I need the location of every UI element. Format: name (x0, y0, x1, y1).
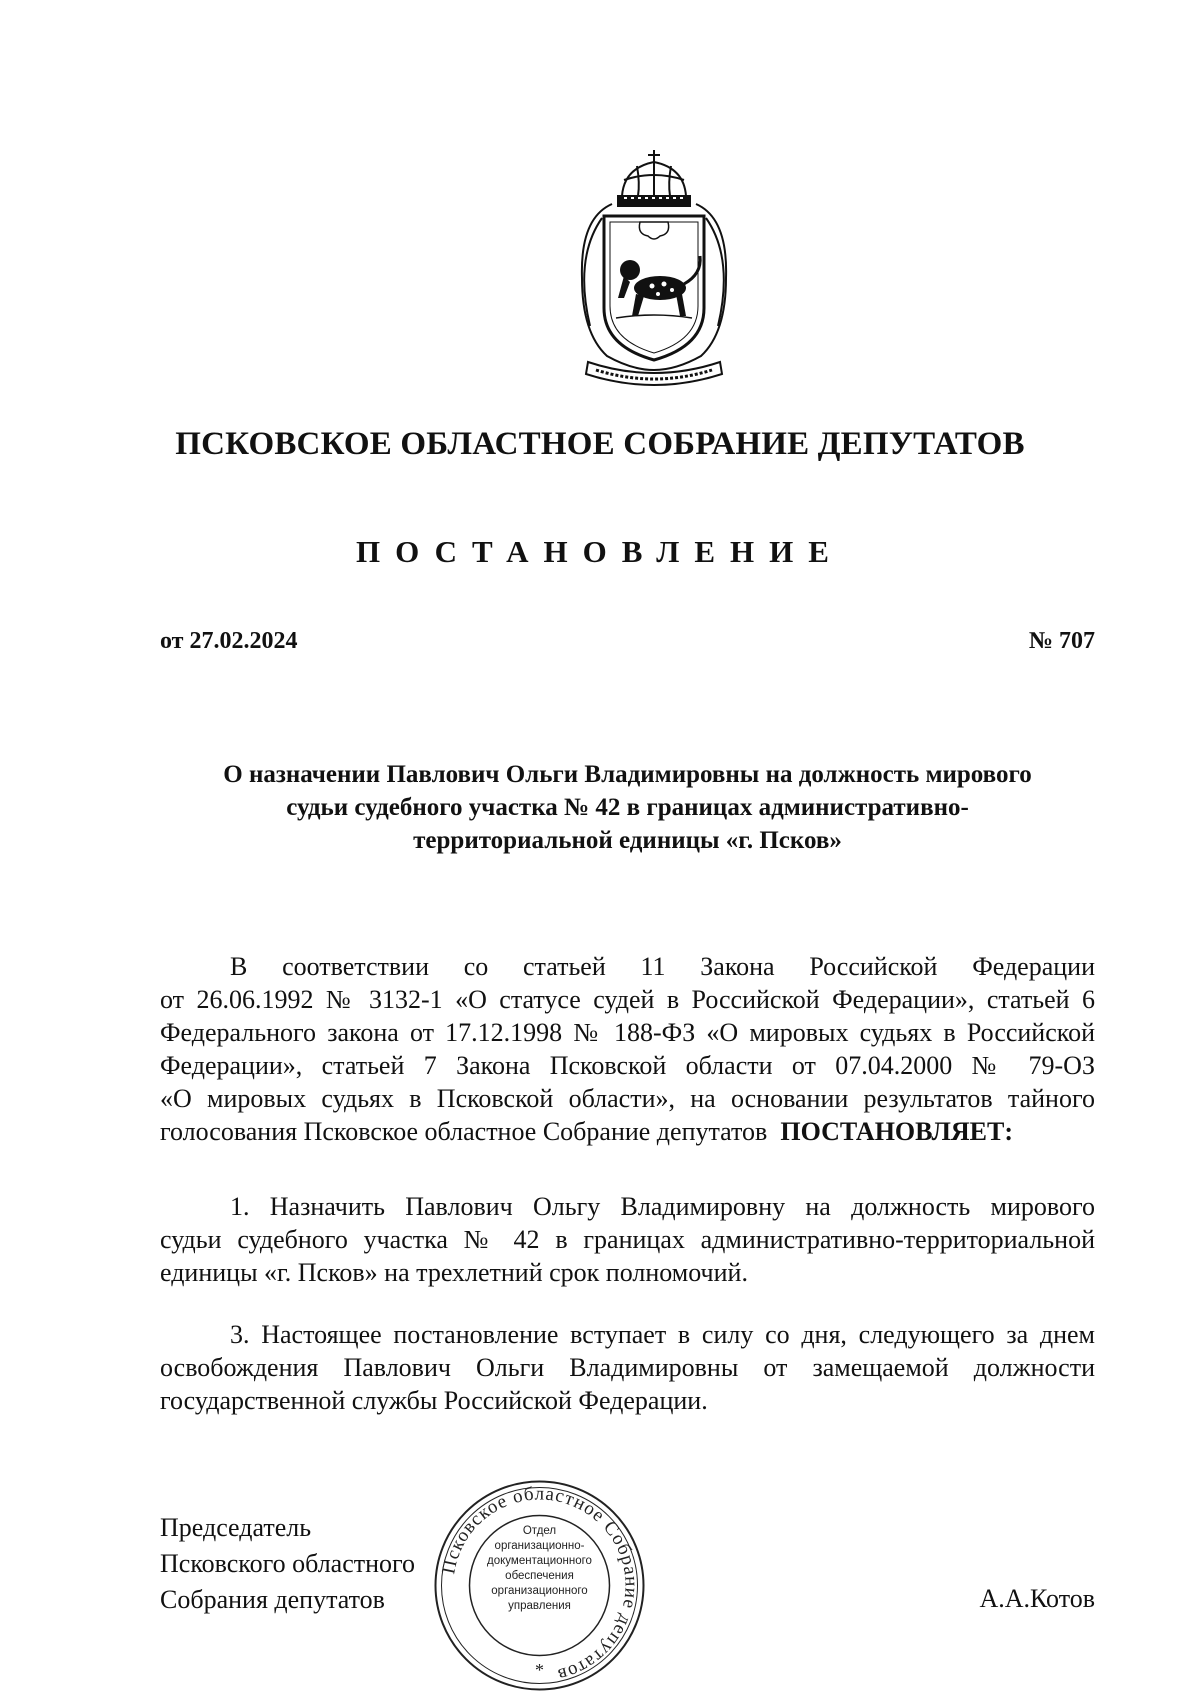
item-1-line: 1. Назначить Павлович Ольгу Владимировну на должность мирового (230, 1192, 1095, 1221)
signatory-title-line: Собрания депутатов (160, 1585, 385, 1614)
stamp-line: управления (508, 1600, 571, 1612)
preamble-line: от 26.06.1992 № 3132-1 «О статусе судей в Российской Федерации», статьей 6 (160, 985, 1095, 1014)
subject-line: судьи судебного участка № 42 в границах административно- (286, 794, 969, 821)
stamp-ring-text: Псковское областное Собрание депутатов (438, 1483, 642, 1686)
document-date: от 27.02.2024 (160, 628, 298, 654)
stamp-line: документационного (487, 1555, 592, 1567)
document-subject (160, 758, 1095, 857)
preamble-line: голосования Псковское областное Собрание депутатов (160, 1117, 768, 1146)
stamp-star: * (535, 1660, 544, 1680)
crown-icon (618, 150, 690, 206)
stamp-line: организационно- (494, 1540, 585, 1552)
item-1-line: единицы «г. Псков» на трехлетний срок полномочий. (160, 1258, 748, 1287)
item-1-line: судьи судебного участка № 42 в границах административно-территориальной (160, 1225, 1095, 1254)
preamble-line: В соответствии со статьей 11 Закона Российской Федерации (230, 952, 1095, 981)
item-3-line: государственной службы Российской Федерации. (160, 1386, 708, 1415)
preamble-line: Федерации», статьей 7 Закона Псковской области от 07.04.2000 № 79-ОЗ (160, 1051, 1095, 1080)
subject-line: О назначении Павлович Ольги Владимировны на должность мирового (223, 761, 1032, 788)
stamp-line: обеспечения (505, 1570, 574, 1582)
signatory-title-line: Председатель (160, 1513, 312, 1542)
item-3-paragraph (160, 1318, 1095, 1417)
item-3-line: 3. Настоящее постановление вступает в силу со дня, следующего за днем (230, 1320, 1095, 1349)
preamble-line: Федерального закона от 17.12.1998 № 188-ФЗ «О мировых судьях в Российской (160, 1018, 1095, 1047)
signatory-title (160, 1510, 415, 1618)
item-3-line: освобождения Павлович Ольги Владимировны от замещаемой должности (160, 1353, 1095, 1382)
stamp-center-text (462, 1524, 617, 1614)
preamble-last-line (160, 1115, 1095, 1148)
document-type: ПОСТАНОВЛЕНИЕ (356, 534, 844, 569)
stamp-line: Отдел (522, 1525, 557, 1537)
preamble-line: «О мировых судьях в Псковской области», на основании результатов тайного (160, 1084, 1095, 1113)
signatory-name: А.А.Котов (979, 1584, 1095, 1613)
coat-of-arms-emblem (552, 148, 757, 393)
resolves-keyword: ПОСТАНОВЛЯЕТ: (780, 1117, 1013, 1146)
signatory-title-line: Псковского областного (160, 1549, 416, 1578)
subject-line: территориальной единицы «г. Псков» (413, 827, 842, 854)
preamble-paragraph (160, 950, 1095, 1148)
organization-name: ПСКОВСКОЕ ОБЛАСТНОЕ СОБРАНИЕ ДЕПУТАТОВ (175, 426, 1025, 462)
document-number: № 707 (1028, 628, 1095, 654)
stamp-line: организационного (491, 1585, 588, 1597)
item-1-paragraph (160, 1190, 1095, 1289)
